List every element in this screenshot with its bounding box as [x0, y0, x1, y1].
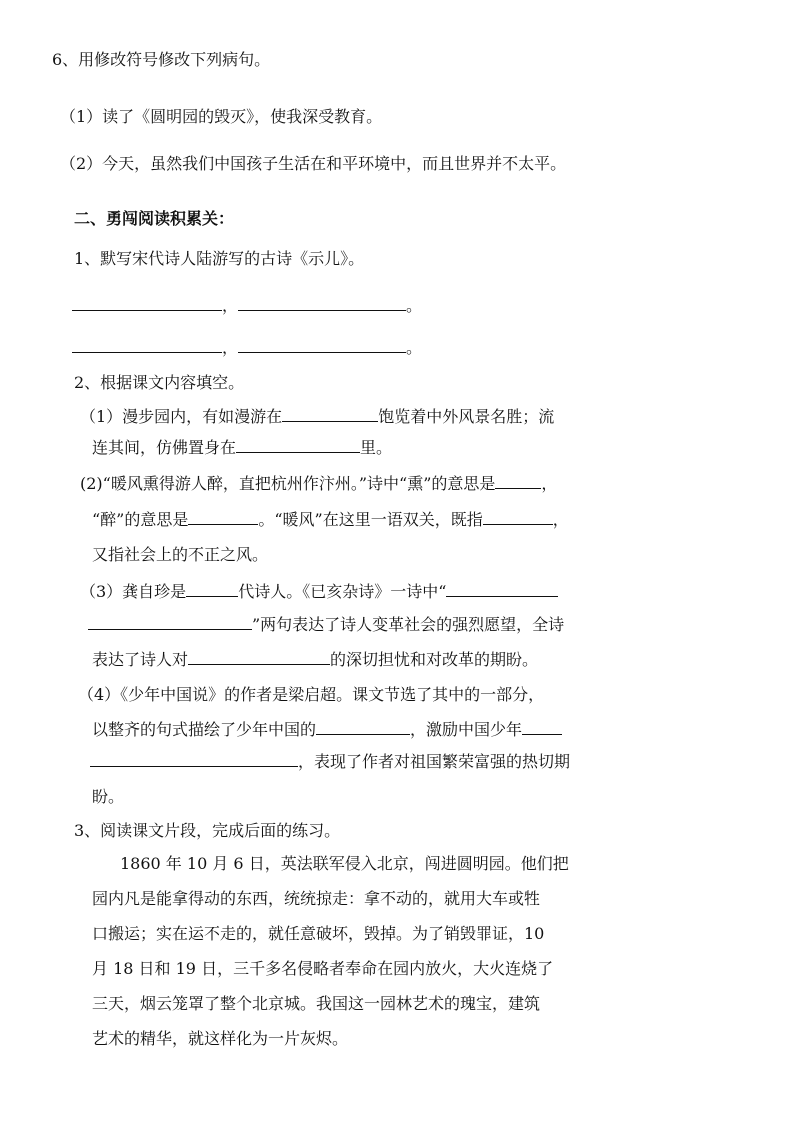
q1-title: 1、默写宋代诗人陆游写的古诗《示儿》。 — [74, 249, 365, 268]
blank-p1-2[interactable] — [236, 436, 360, 453]
blank-p2-2[interactable] — [188, 508, 258, 525]
section-2-title: 二、勇闯阅读积累关： — [74, 209, 235, 228]
poem-blank-3[interactable] — [72, 336, 222, 353]
q6-sentence-1: （1）读了《圆明园的毁灭》，使我深受教育。 — [60, 107, 383, 126]
q2-p4-line4: 盼。 — [92, 787, 125, 806]
blank-p3-1[interactable] — [186, 580, 238, 597]
poem-line-1: ， 。 — [72, 294, 422, 317]
q2-p4-line3: ，表现了作者对祖国繁荣富强的热切期 — [90, 750, 570, 773]
blank-p4-3[interactable] — [90, 750, 298, 767]
blank-p1-1[interactable] — [282, 405, 378, 422]
blank-p2-3[interactable] — [483, 508, 553, 525]
q2-p3-line3: 表达了诗人对 的深切担忧和对改革的期盼。 — [92, 650, 539, 669]
q2-p3-line2: ”两句表达了诗人变革社会的强烈愿望，全诗 — [88, 613, 564, 636]
blank-p4-2[interactable] — [522, 718, 562, 735]
q2-p2-line1: (2)“暖风熏得游人醉，直把杭州作汴州。”诗中“熏”的意思是 ， — [80, 474, 558, 493]
q2-p1-line2: 连其间，仿佛置身在 里。 — [92, 438, 393, 457]
q2-title: 2、根据课文内容填空。 — [74, 373, 245, 392]
passage-line-4: 月 18 日和 19 日，三千多名侵略者奉命在园内放火，大火连烧了 — [92, 959, 554, 978]
q2-p1-line1: （1）漫步园内，有如漫游在 饱览着中外风景名胜；流 — [80, 407, 555, 426]
passage-line-6: 艺术的精华，就这样化为一片灰烬。 — [92, 1029, 349, 1048]
q2-p4-line2: 以整齐的句式描绘了少年中国的 ，激励中国少年 — [92, 718, 562, 741]
blank-p3-2[interactable] — [446, 580, 558, 597]
poem-blank-4[interactable] — [238, 336, 406, 353]
blank-p4-1[interactable] — [316, 718, 410, 735]
poem-blank-1[interactable] — [72, 294, 222, 311]
passage-line-1: 1860 年 10 月 6 日，英法联军侵入北京，闯进圆明园。他们把 — [120, 854, 569, 873]
passage-line-3: 口搬运；实在运不走的，就任意破坏，毁掉。为了销毁罪证，10 — [92, 924, 545, 943]
q6-title: 6、用修改符号修改下列病句。 — [52, 50, 271, 69]
poem-blank-2[interactable] — [238, 294, 406, 311]
blank-p3-3[interactable] — [88, 613, 252, 630]
blank-p3-4[interactable] — [188, 648, 330, 665]
poem-line-2: ， 。 — [72, 336, 422, 359]
q2-p2-line3: 又指社会上的不正之风。 — [92, 545, 269, 564]
blank-p2-1[interactable] — [495, 472, 541, 489]
q2-p3-line1: （3）龚自珍是 代诗人。《已亥杂诗》一诗中“ — [80, 580, 558, 603]
q6-sentence-2: （2）今天，虽然我们中国孩子生活在和平环境中，而且世界并不太平。 — [60, 154, 567, 173]
q2-p4-line1: （4）《少年中国说》的作者是梁启超。课文节选了其中的一部分， — [78, 685, 545, 704]
passage-line-2: 园内凡是能拿得动的东西，统统掠走：拿不动的，就用大车或牲 — [92, 889, 541, 908]
q3-title: 3、阅读课文片段，完成后面的练习。 — [74, 821, 341, 840]
q2-p2-line2: “醉”的意思是 。“暖风”在这里一语双关，既指 ， — [92, 510, 569, 529]
passage-line-5: 三天，烟云笼罩了整个北京城。我国这一园林艺术的瑰宝，建筑 — [92, 994, 541, 1013]
